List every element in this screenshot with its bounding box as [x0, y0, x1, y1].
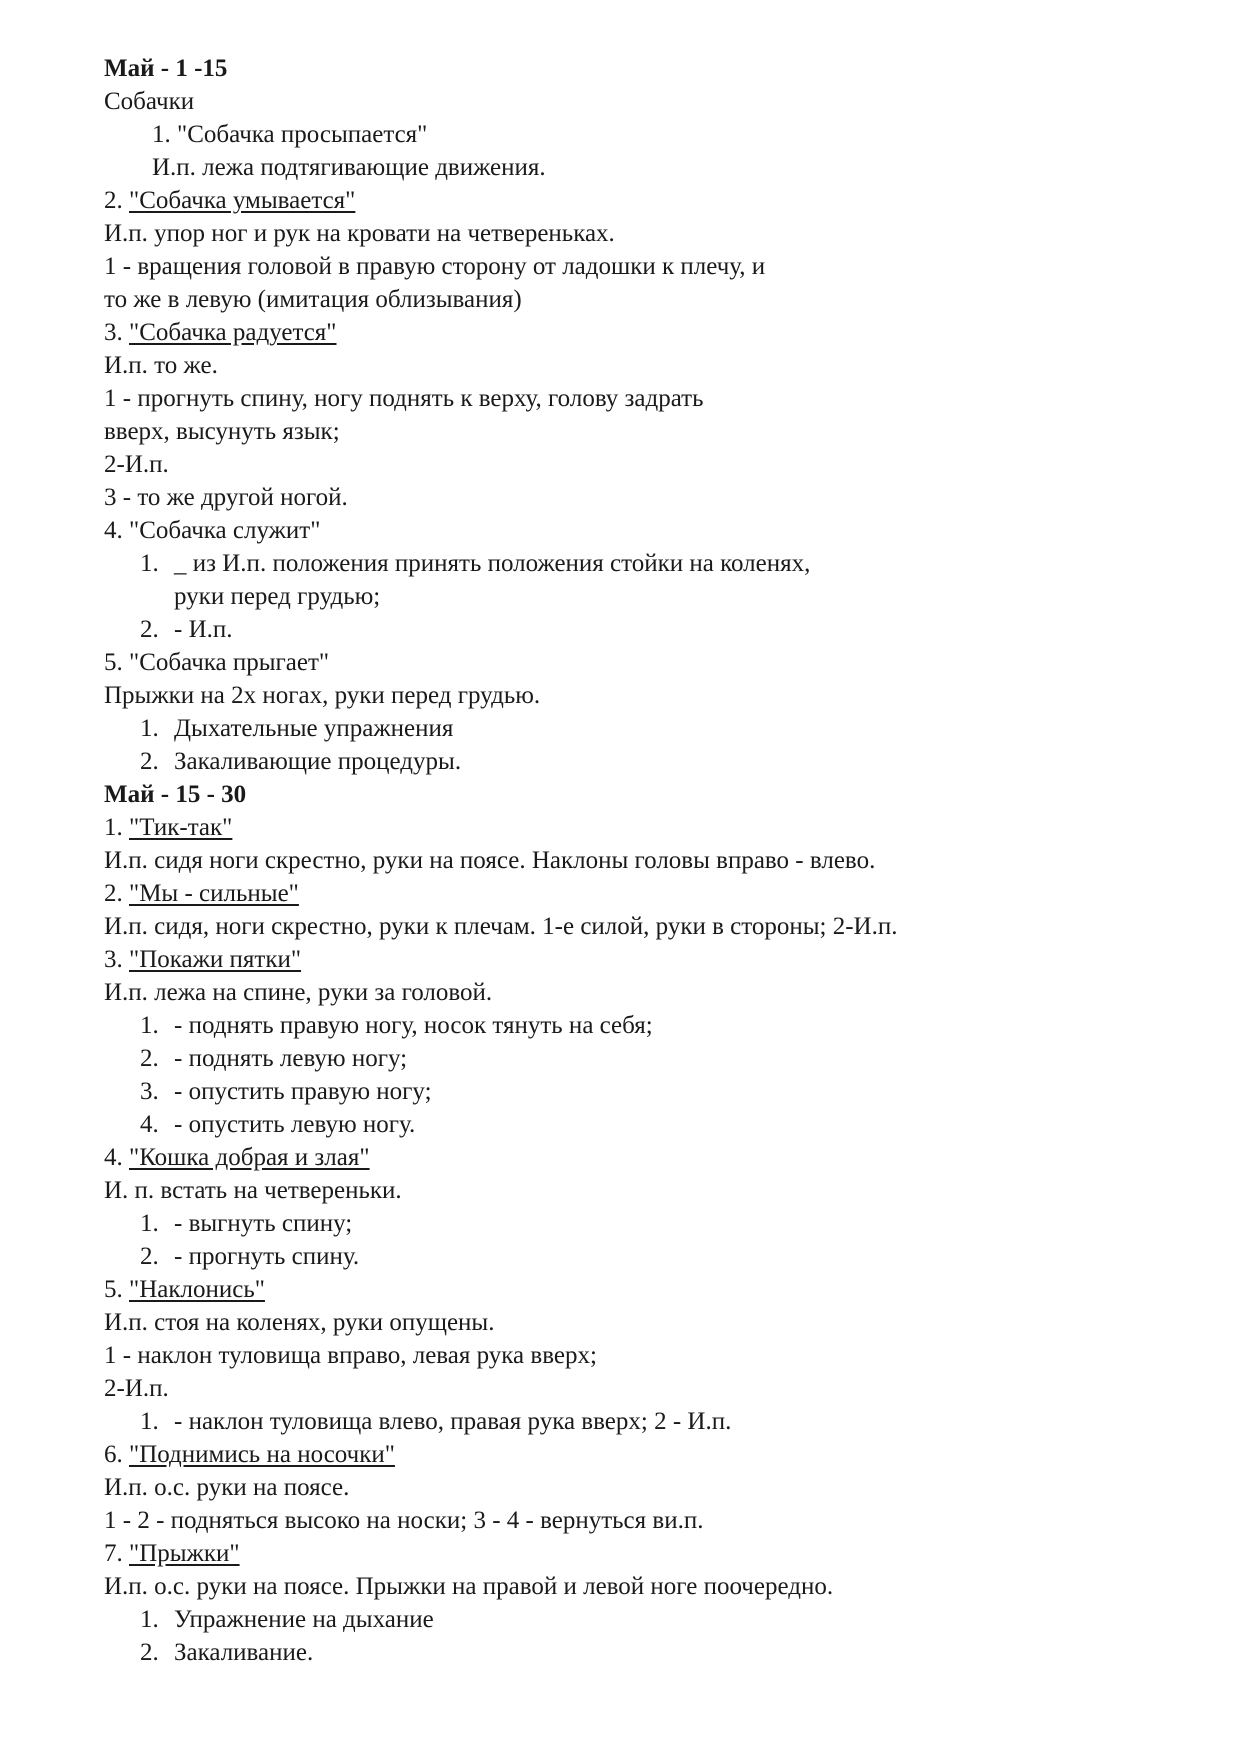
exercise-step: то же в левую (имитация облизывания) — [104, 286, 522, 313]
exercise-number: 1. — [104, 814, 129, 841]
exercise-heading — [104, 316, 337, 349]
list-item-number: 1. — [140, 715, 159, 742]
list-item-text: - И.п. — [174, 616, 233, 643]
exercise-heading — [104, 1537, 240, 1570]
list-item — [140, 580, 380, 613]
list-item-text: Дыхательные упражнения — [174, 715, 454, 742]
list-item-text: Закаливающие процедуры. — [174, 748, 462, 775]
exercise-step: 1 - прогнуть спину, ногу поднять к верху, голову задрать — [104, 385, 704, 412]
list-item-text: _ из И.п. положения принять положения стойки на коленях, — [174, 550, 811, 577]
list-item — [140, 1075, 432, 1108]
list-item-number: 2. — [140, 616, 159, 643]
list-item-number: 2. — [140, 1045, 159, 1072]
list-item-number: 1. — [140, 1606, 159, 1633]
exercise-title: "Поднимись на носочки" — [129, 1441, 395, 1468]
exercise-number: 2. — [104, 187, 129, 214]
exercise-title: "Собачка радуется" — [129, 319, 337, 346]
list-item-number: 2. — [140, 1639, 159, 1666]
exercise-title: "Собачка умывается" — [129, 187, 356, 214]
list-item-text: Закаливание. — [174, 1639, 314, 1666]
exercise-step: 2-И.п. — [104, 1375, 169, 1402]
exercise-title: 1. "Собачка просыпается" — [152, 121, 428, 148]
exercise-number: 3. — [104, 946, 129, 973]
list-item-text: - опустить левую ногу. — [174, 1111, 416, 1138]
list-item — [140, 1108, 415, 1141]
exercise-step: 3 - то же другой ногой. — [104, 484, 348, 511]
list-item-number: 3. — [140, 1078, 159, 1105]
exercise-title: "Покажи пятки" — [129, 946, 302, 973]
list-item — [140, 712, 453, 745]
exercise-description: И.п. упор ног и рук на кровати на четвереньках. — [104, 220, 615, 247]
exercise-heading — [104, 1438, 395, 1471]
exercise-step: 1 - вращения головой в правую сторону от ладошки к плечу, и — [104, 253, 766, 280]
list-item-number: 1. — [140, 1012, 159, 1039]
exercise-heading — [104, 943, 301, 976]
list-item — [140, 1636, 313, 1669]
list-item — [140, 1603, 434, 1636]
exercise-heading — [104, 877, 299, 910]
exercise-description: И.п. о.с. руки на поясе. — [104, 1474, 350, 1501]
exercise-title: "Прыжки" — [129, 1540, 240, 1567]
exercise-number: 5. — [104, 1276, 129, 1303]
exercise-number: 6. — [104, 1441, 129, 1468]
list-item-number: 1. — [140, 1408, 159, 1435]
exercise-heading — [104, 811, 232, 844]
list-item-text: - выгнуть спину; — [174, 1210, 353, 1237]
section-subtitle: Собачки — [104, 88, 195, 115]
exercise-number: 4. — [104, 1144, 129, 1171]
list-item-number: 2. — [140, 748, 159, 775]
list-item-number: 2. — [140, 1243, 159, 1270]
exercise-description: Прыжки на 2х ногах, руки перед грудью. — [104, 682, 541, 709]
exercise-step: вверх, высунуть язык; — [104, 418, 340, 445]
list-item — [140, 1405, 731, 1438]
list-item-number: 1. — [140, 1210, 159, 1237]
exercise-description: И. п. встать на четвереньки. — [104, 1177, 402, 1204]
section-heading: Май - 15 - 30 — [104, 781, 247, 808]
list-item — [140, 547, 810, 580]
list-item — [140, 1240, 359, 1273]
exercise-description: И.п. о.с. руки на поясе. Прыжки на правой и левой ноге поочередно. — [104, 1573, 834, 1600]
list-item-number: 1. — [140, 550, 159, 577]
exercise-title: "Мы - сильные" — [129, 880, 299, 907]
exercise-description: И.п. лежа на спине, руки за головой. — [104, 979, 493, 1006]
list-item-text: - поднять левую ногу; — [174, 1045, 408, 1072]
exercise-number: 3. — [104, 319, 129, 346]
exercise-description: И.п. сидя, ноги скрестно, руки к плечам. 1-е силой, руки в стороны; 2-И.п. — [104, 913, 898, 940]
exercise-title: "Тик-так" — [129, 814, 233, 841]
list-item-text: - поднять правую ногу, носок тянуть на себя; — [174, 1012, 653, 1039]
exercise-heading — [104, 1273, 265, 1306]
exercise-number: 2. — [104, 880, 129, 907]
exercise-description: И.п. стоя на коленях, руки опущены. — [104, 1309, 495, 1336]
exercise-heading — [104, 1141, 370, 1174]
exercise-title: 5. "Собачка прыгает" — [104, 649, 330, 676]
exercise-description: И.п. то же. — [104, 352, 218, 379]
exercise-title: "Наклонись" — [129, 1276, 265, 1303]
exercise-description: И.п. сидя ноги скрестно, руки на поясе. Наклоны головы вправо - влево. — [104, 847, 876, 874]
list-item-text: Упражнение на дыхание — [174, 1606, 434, 1633]
list-item — [140, 745, 461, 778]
list-item-text: - прогнуть спину. — [174, 1243, 360, 1270]
list-item — [140, 613, 233, 646]
exercise-step: 1 - наклон туловища вправо, левая рука вверх; — [104, 1342, 597, 1369]
exercise-heading — [104, 184, 355, 217]
exercise-description: И.п. лежа подтягивающие движения. — [152, 154, 546, 181]
list-item-number: 4. — [140, 1111, 159, 1138]
list-item-text: - опустить правую ногу; — [174, 1078, 432, 1105]
list-item — [140, 1009, 653, 1042]
exercise-step: 2-И.п. — [104, 451, 169, 478]
exercise-step: 1 - 2 - подняться высоко на носки; 3 - 4 - вернуться ви.п. — [104, 1507, 704, 1534]
list-item-text: руки перед грудью; — [174, 583, 381, 610]
list-item — [140, 1042, 407, 1075]
exercise-title: 4. "Собачка служит" — [104, 517, 321, 544]
exercise-title: "Кошка добрая и злая" — [129, 1144, 370, 1171]
exercise-number: 7. — [104, 1540, 129, 1567]
list-item — [140, 1207, 352, 1240]
list-item-text: - наклон туловища влево, правая рука вверх; 2 - И.п. — [174, 1408, 732, 1435]
section-heading: Май - 1 -15 — [104, 55, 228, 82]
